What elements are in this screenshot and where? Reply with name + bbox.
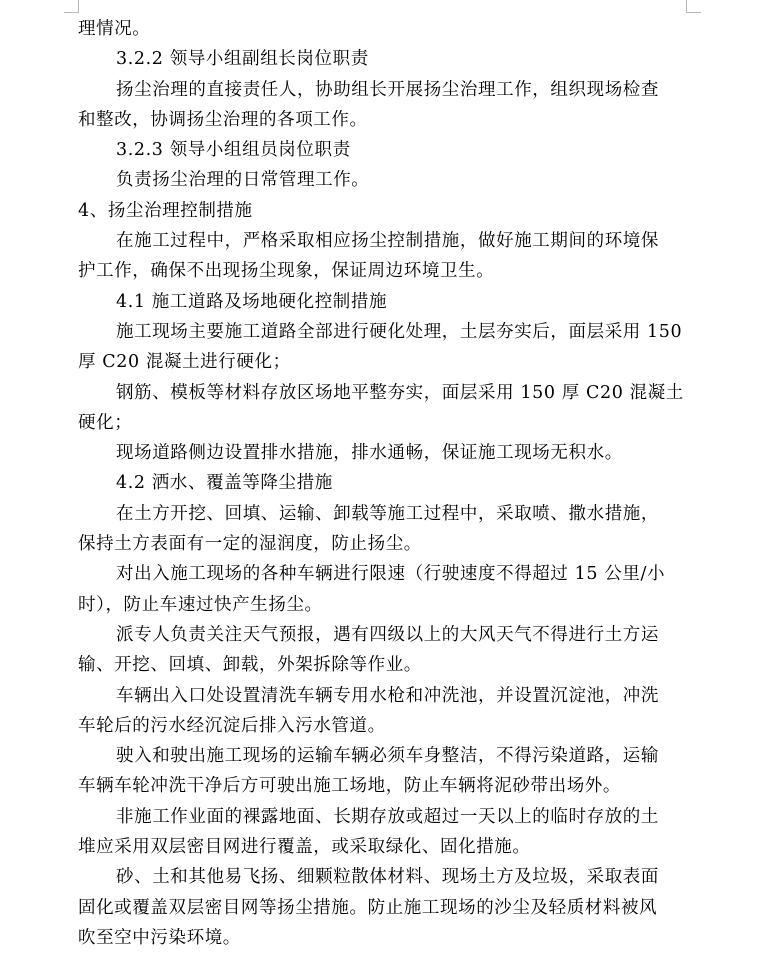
text-line: 厚 C20 混凝土进行硬化；	[78, 352, 291, 373]
text-line: 在施工过程中，严格采取相应扬尘控制措施，做好施工期间的环境保	[116, 231, 659, 252]
text-line: 现场道路侧边设置排水措施，排水通畅，保证施工现场无积水。	[116, 443, 623, 464]
margin-corner-mark-right	[686, 0, 701, 13]
text-line: 派专人负责关注天气预报，遇有四级以上的大风天气不得进行土方运	[116, 624, 659, 645]
text-line: 时），防止车速过快产生扬尘。	[78, 594, 323, 615]
text-line: 车辆出入口处设置清洗车辆专用水枪和冲洗池，并设置沉淀池，冲洗	[116, 685, 659, 706]
text-line: 非施工作业面的裸露地面、长期存放或超过一天以上的临时存放的土	[116, 806, 659, 827]
text-line: 护工作，确保不出现扬尘现象，保证周边环境卫生。	[78, 261, 495, 282]
text-line: 固化或覆盖双层密目网等扬尘措施。防止施工现场的沙尘及轻质材料被风	[78, 897, 658, 918]
margin-corner-mark-left	[64, 0, 79, 13]
text-line: 扬尘治理的直接责任人，协助组长开展扬尘治理工作，组织现场检查	[116, 79, 659, 100]
text-line: 硬化；	[78, 412, 133, 433]
text-line: 吹至空中污染环境。	[78, 927, 241, 948]
text-line: 4.2 洒水、覆盖等降尘措施	[116, 473, 333, 494]
text-line: 砂、土和其他易飞扬、细颗粒散体材料、现场土方及垃圾，采取表面	[116, 867, 659, 888]
text-line: 对出入施工现场的各种车辆进行限速（行驶速度不得超过 15 公里/小	[116, 564, 666, 585]
text-line: 理情况。	[78, 19, 151, 39]
text-line: 3.2.2 领导小组副组长岗位职责	[116, 49, 369, 70]
text-line: 4、扬尘治理控制措施	[78, 200, 253, 221]
text-line: 输、开挖、回填、卸载，外架拆除等作业。	[78, 655, 422, 676]
text-line: 保持土方表面有一定的湿润度，防止扬尘。	[78, 534, 422, 555]
text-line: 驶入和驶出施工现场的运输车辆必须车身整洁，不得污染道路，运输	[116, 746, 659, 767]
text-line: 车轮后的污水经沉淀后排入污水管道。	[78, 715, 386, 736]
text-line: 3.2.3 领导小组组员岗位职责	[116, 140, 351, 161]
text-line: 钢筋、模板等材料存放区场地平整夯实，面层采用 150 厚 C20 混凝土	[116, 382, 684, 403]
text-line: 4.1 施工道路及场地硬化控制措施	[116, 291, 388, 312]
text-line: 施工现场主要施工道路全部进行硬化处理，土层夯实后，面层采用 150	[116, 321, 683, 342]
document-body	[78, 14, 690, 953]
text-line: 负责扬尘治理的日常管理工作。	[116, 170, 370, 191]
text-line: 堆应采用双层密目网进行覆盖，或采取绿化、固化措施。	[78, 837, 531, 858]
text-line: 车辆车轮冲洗干净后方可驶出施工场地，防止车辆将泥砂带出场外。	[78, 776, 621, 797]
text-line: 和整改，协调扬尘治理的各项工作。	[78, 109, 368, 130]
text-line: 在土方开挖、回填、运输、卸载等施工过程中，采取喷、撒水措施，	[116, 503, 659, 524]
